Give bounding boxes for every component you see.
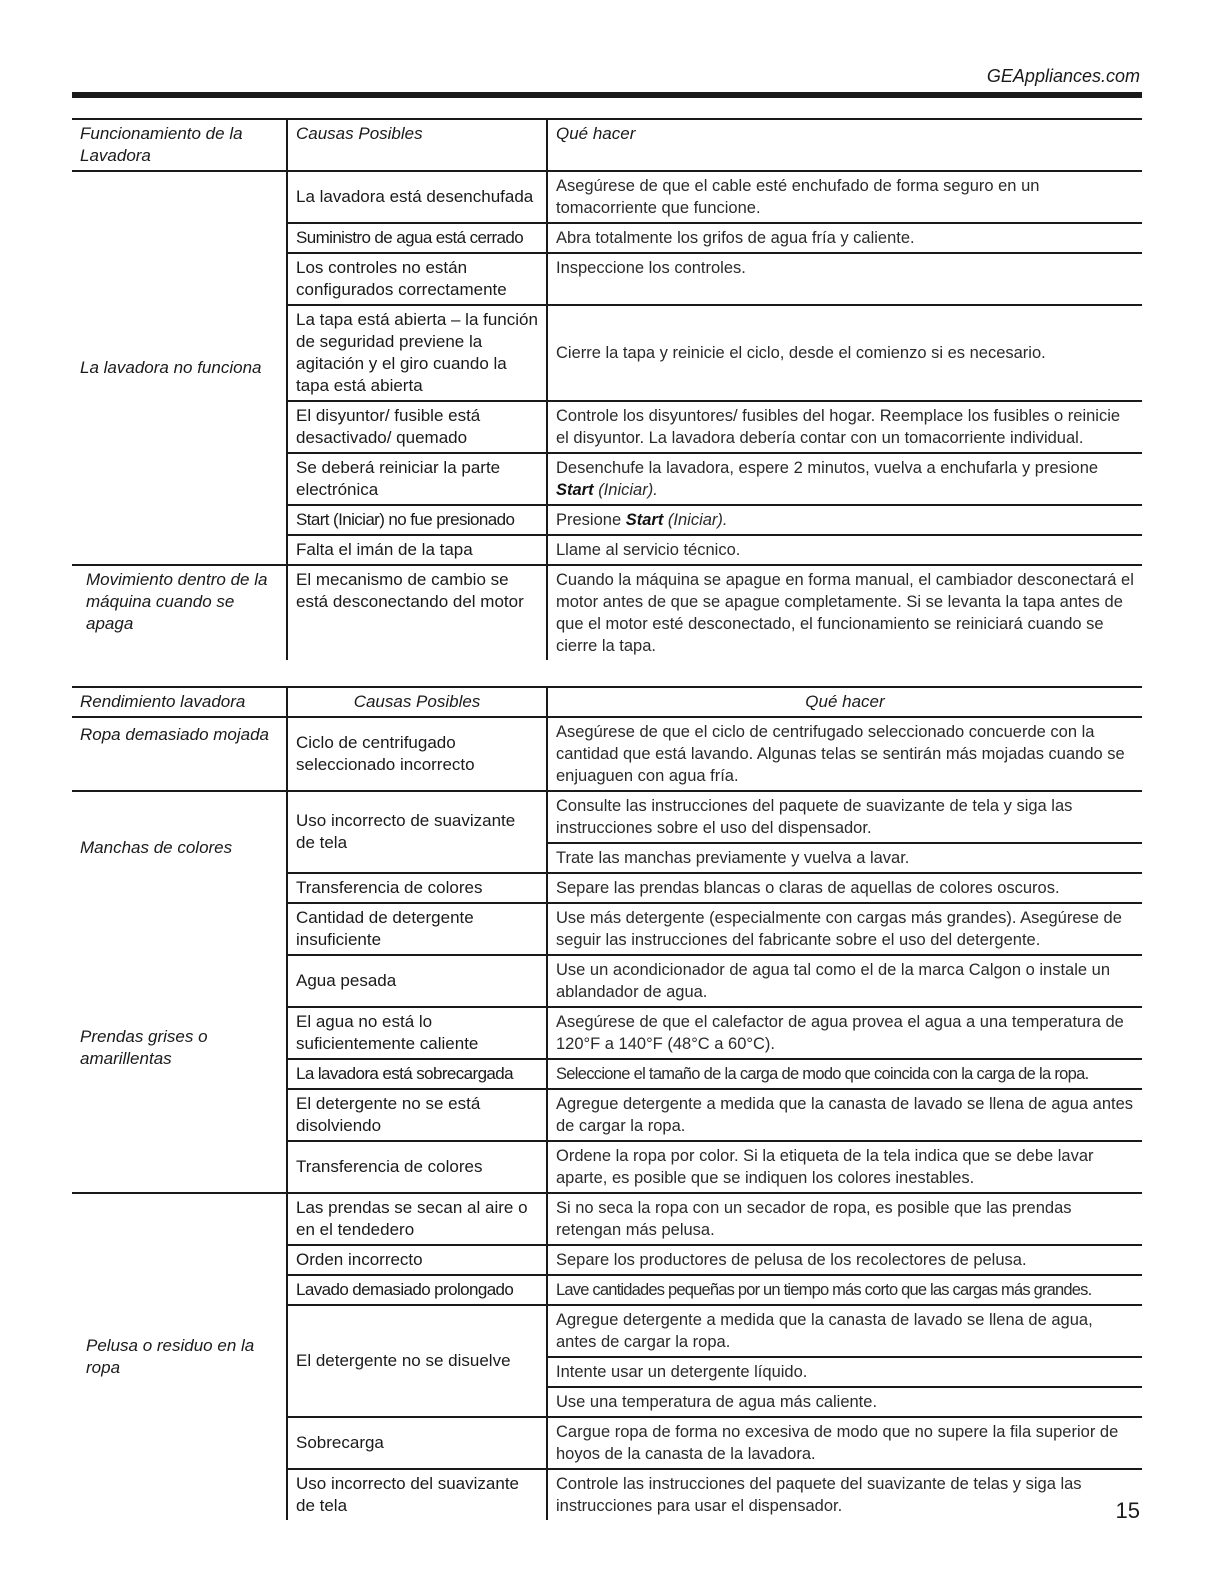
page-number: 15 <box>1115 1498 1140 1523</box>
fix-cell: Use más detergente (especialmente con cargas más grandes). Asegúrese de seguir las instrucciones del fabricante sobre el uso del detergente. <box>547 903 1142 955</box>
fix-cell: Cierre la tapa y reinicie el ciclo, desde el comienzo si es necesario. <box>547 305 1142 401</box>
table-row <box>72 1193 1142 1245</box>
cause-cell: La lavadora está desenchufada <box>287 171 547 223</box>
table-row <box>72 717 1142 791</box>
problem-washer-not-working: La lavadora no funciona <box>80 358 262 377</box>
cause-cell: Agua pesada <box>287 955 547 1007</box>
table-row <box>72 903 1142 955</box>
cause-cell: La lavadora está sobrecargada <box>287 1059 547 1089</box>
fix-text: Presione <box>556 511 622 529</box>
problem-lint-residue: Pelusa o residuo en la ropa <box>72 1193 287 1520</box>
table-header-row <box>72 687 1142 717</box>
cause-cell: Orden incorrecto <box>287 1245 547 1275</box>
cause-cell: El agua no está lo suficientemente caliente <box>287 1007 547 1059</box>
fix-cell: Separe las prendas blancas o claras de aquellas de colores oscuros. <box>547 873 1142 903</box>
fix-cell: Controle los disyuntores/ fusibles del hogar. Reemplace los fusibles o reinicie el disyuntor. La lavadora debería contar con un tomacorriente individual. <box>547 401 1142 453</box>
start-keyword: Start <box>556 481 594 499</box>
troubleshooting-table-performance <box>72 686 1142 1520</box>
fix-cell: Consulte las instrucciones del paquete de suavizante de tela y siga las instrucciones sobre el uso del dispensador. <box>547 791 1142 843</box>
fix-cell: Trate las manchas previamente y vuelva a lavar. <box>547 843 1142 873</box>
header-causes: Causas Posibles <box>287 119 547 171</box>
fix-cell: Lave cantidades pequeñas por un tiempo más corto que las cargas más grandes. <box>547 1275 1142 1305</box>
header-rule <box>72 92 1142 98</box>
fix-cell: Cuando la máquina se apague en forma manual, el cambiador desconectará el motor antes de que se apague completamente. Si se levanta la tapa antes de que el motor esté desconectado, el funcionamiento se reiniciará cuando se cierre la tapa. <box>556 571 1134 655</box>
problem-clothes-too-wet: Ropa demasiado mojada <box>72 717 287 791</box>
fix-cell <box>547 453 1142 505</box>
cause-cell: La tapa está abierta – la función de seguridad previene la agitación y el giro cuando la tapa está abierta <box>287 305 547 401</box>
header-what-to-do: Qué hacer <box>547 119 1142 171</box>
fix-cell: Si no seca la ropa con un secador de ropa, es posible que las prendas retengan más pelusa. <box>547 1193 1142 1245</box>
cause-cell: El detergente no se disuelve <box>287 1305 547 1417</box>
fix-cell: Asegúrese de que el ciclo de centrifugado seleccionado concuerde con la cantidad que está lavando. Algunas telas se sentirán más mojadas cuando se enjuaguen con agua fría. <box>547 717 1142 791</box>
fix-cell <box>547 505 1142 535</box>
fix-cell: Separe los productores de pelusa de los recolectores de pelusa. <box>547 1245 1142 1275</box>
fix-cell: Use un acondicionador de agua tal como el de la marca Calgon o instale un ablandador de agua. <box>547 955 1142 1007</box>
fix-cell: Seleccione el tamaño de la carga de modo que coincida con la carga de la ropa. <box>547 1059 1142 1089</box>
troubleshooting-table-operation <box>72 118 1142 660</box>
cause-cell: El mecanismo de cambio se está desconectando del motor <box>287 565 547 660</box>
fix-cell: Asegúrese de que el cable esté enchufado de forma seguro en un tomacorriente que funcione. <box>547 171 1142 223</box>
fix-cell: Use una temperatura de agua más caliente. <box>547 1387 1142 1417</box>
site-url: GEAppliances.com <box>986 66 1140 86</box>
table-row <box>72 791 1142 843</box>
cause-cell: Los controles no están configurados correctamente <box>287 253 547 305</box>
problem-color-stains: Manchas de colores <box>80 837 233 857</box>
fix-cell: Abra totalmente los grifos de agua fría y caliente. <box>547 223 1142 253</box>
fix-cell: Controle las instrucciones del paquete del suavizante de telas y siga las instrucciones para usar el dispensador. <box>556 1475 1082 1515</box>
cause-cell: Falta el imán de la tapa <box>287 535 547 565</box>
table-row <box>72 171 1142 223</box>
cause-cell: El detergente no se está disolviendo <box>287 1089 547 1141</box>
fix-cell: Agregue detergente a medida que la canasta de lavado se llena de agua, antes de cargar la ropa. <box>547 1305 1142 1357</box>
header-problem: Funcionamiento de la Lavadora <box>72 119 287 171</box>
cause-cell: Ciclo de centrifugado seleccionado incorrecto <box>287 717 547 791</box>
cause-cell: Lavado demasiado prolongado <box>287 1275 547 1305</box>
header-problem: Rendimiento lavadora <box>72 687 287 717</box>
fix-cell: Agregue detergente a medida que la canasta de lavado se llena de agua antes de cargar la ropa. <box>547 1089 1142 1141</box>
cause-cell: Uso incorrecto del suavizante de tela <box>287 1469 547 1520</box>
fix-cell: Llame al servicio técnico. <box>547 535 1142 565</box>
cause-cell: Uso incorrecto de suavizante de tela <box>287 791 547 873</box>
cause-cell: Las prendas se secan al aire o en el tendedero <box>287 1193 547 1245</box>
fix-text: Desenchufe la lavadora, espere 2 minutos, vuelva a enchufarla y presione <box>556 459 1099 477</box>
fix-cell: Intente usar un detergente líquido. <box>547 1357 1142 1387</box>
cause-cell: Transferencia de colores <box>287 1141 547 1193</box>
table-row <box>72 565 1142 660</box>
cause-cell: Se deberá reiniciar la parte electrónica <box>287 453 547 505</box>
cause-cell: Transferencia de colores <box>287 873 547 903</box>
problem-gray-yellow-clothes: Prendas grises o amarillentas <box>80 1026 208 1068</box>
fix-text-iniciar: (Iniciar). <box>667 511 728 529</box>
fix-cell: Cargue ropa de forma no excesiva de modo que no supere la fila superior de hoyos de la canasta de la lavadora. <box>547 1417 1142 1469</box>
fix-cell: Asegúrese de que el calefactor de agua provea el agua a una temperatura de 120°F a 140°F (48°C a 60°C). <box>547 1007 1142 1059</box>
problem-movement-when-off: Movimiento dentro de la máquina cuando se apaga <box>72 565 287 660</box>
start-keyword: Start <box>625 511 664 529</box>
cause-cell: Sobrecarga <box>287 1417 547 1469</box>
fix-cell: Inspeccione los controles. <box>547 253 1142 305</box>
fix-cell: Ordene la ropa por color. Si la etiqueta de la tela indica que se debe lavar aparte, es posible que se indiquen los colores inestables. <box>547 1141 1142 1193</box>
cause-cell: Start (Iniciar) no fue presionado <box>287 505 547 535</box>
cause-cell: Cantidad de detergente insuficiente <box>287 903 547 955</box>
cause-cell: El disyuntor/ fusible está desactivado/ quemado <box>287 401 547 453</box>
header-what-to-do: Qué hacer <box>547 687 1142 717</box>
header-causes: Causas Posibles <box>287 687 547 717</box>
cause-cell: Suministro de agua está cerrado <box>287 223 547 253</box>
table-header-row <box>72 119 1142 171</box>
fix-text-iniciar: (Iniciar). <box>598 481 658 499</box>
